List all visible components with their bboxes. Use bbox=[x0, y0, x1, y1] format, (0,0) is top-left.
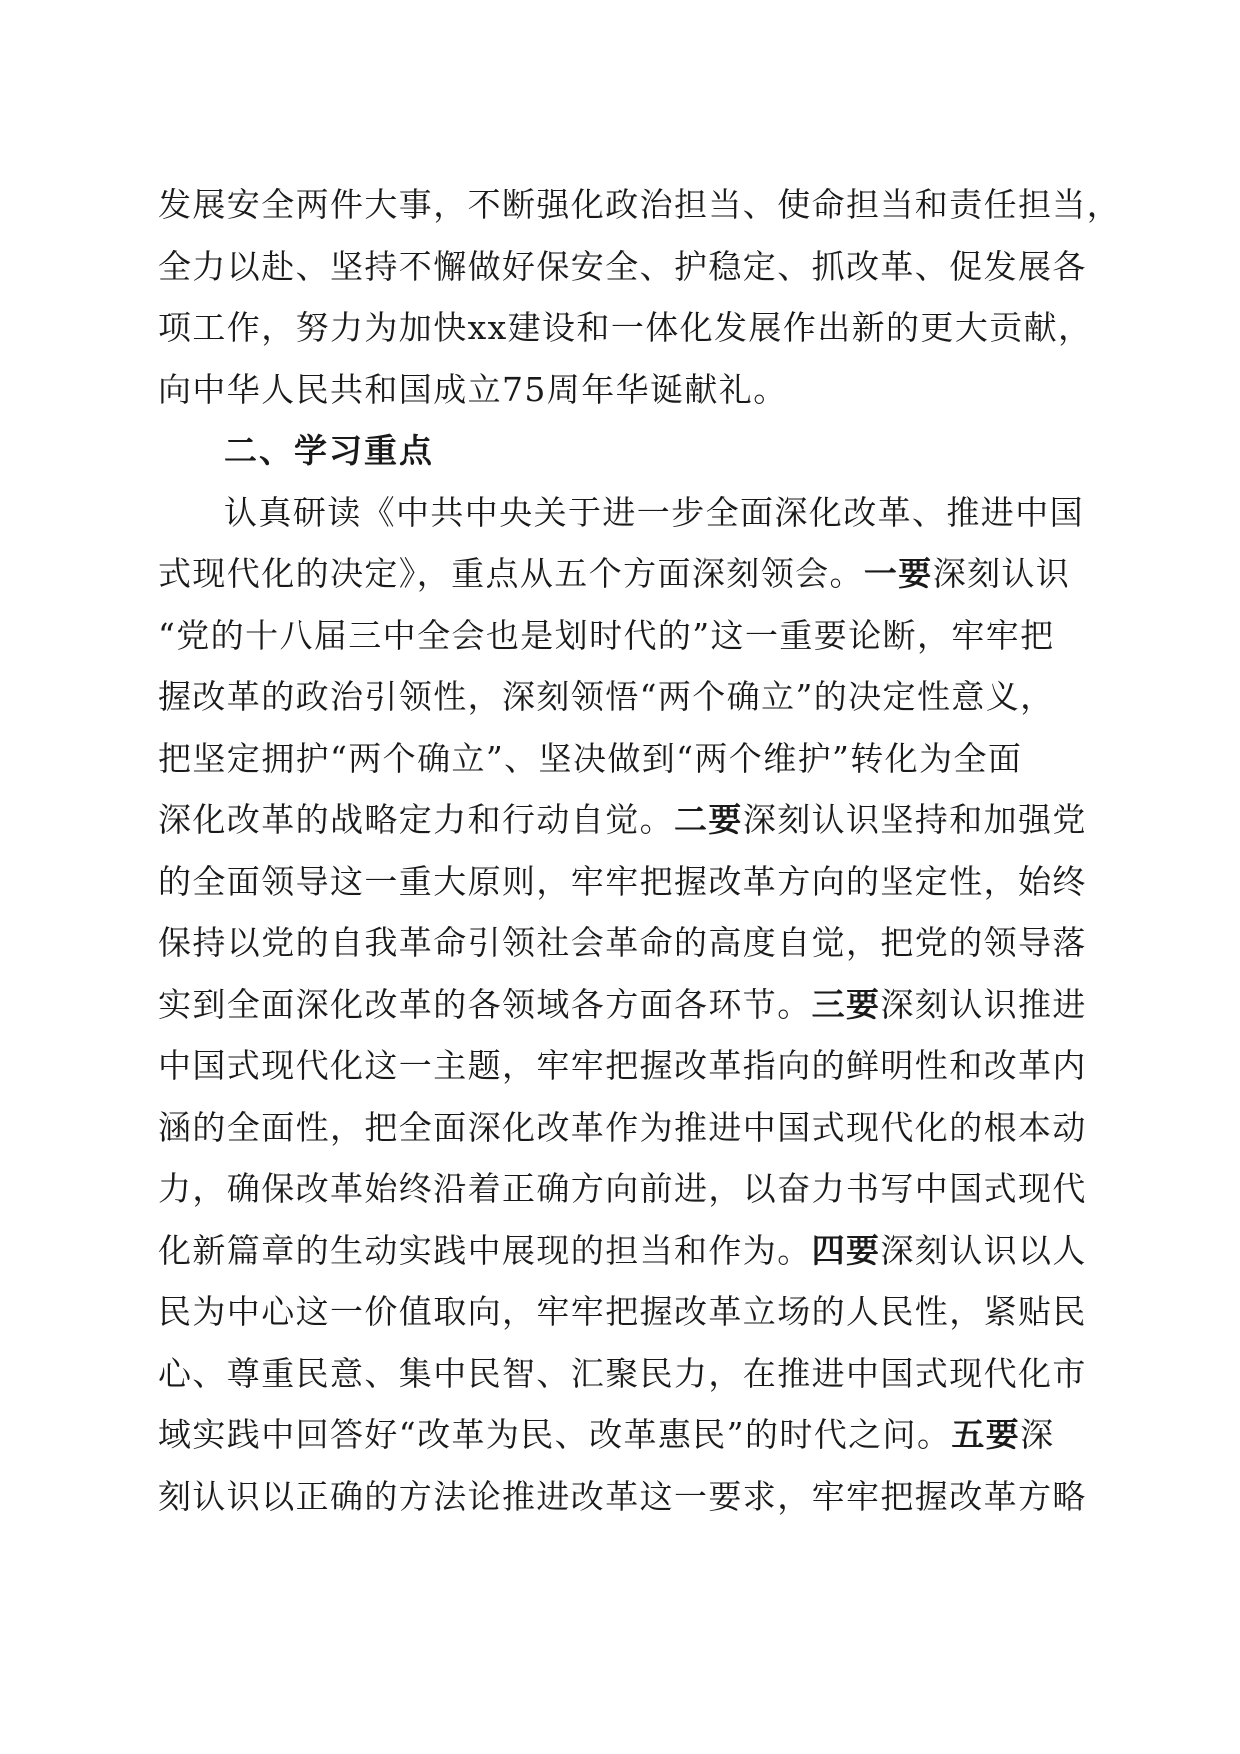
emphasis-keyword: 二要 bbox=[674, 800, 743, 839]
text-line: 刻认识以正确的方法论推进改革这一要求，牢牢把握改革方略 bbox=[158, 1476, 1087, 1516]
text-run: 深刻认识坚持和加强党 bbox=[742, 800, 1087, 839]
emphasis-keyword: 三要 bbox=[811, 984, 881, 1024]
text-run: 域实践中回答好“改革为民、改革惠民”的时代之问。 bbox=[158, 1415, 952, 1454]
emphasis-keyword: 五要 bbox=[951, 1415, 1021, 1454]
text-line: 项工作，努力为加快xx建设和一体化发展作出新的更大贡献， bbox=[158, 308, 1093, 347]
text-line: 力，确保改革始终沿着正确方向前进，以奋力书写中国式现代 bbox=[158, 1169, 1087, 1208]
text-line: 保持以党的自我革命引领社会革命的高度自觉，把党的领导落 bbox=[158, 923, 1087, 962]
text-line: 涵的全面性，把全面深化改革作为推进中国式现代化的根本动 bbox=[158, 1107, 1087, 1147]
text-line: 全力以赴、坚持不懈做好保安全、护稳定、抓改革、促发展各 bbox=[158, 246, 1087, 286]
text-run: 深刻认识以人 bbox=[880, 1230, 1087, 1270]
text-line: “党的十八届三中全会也是划时代的”这一重要论断，牢牢把 bbox=[158, 615, 1055, 655]
emphasis-keyword: 一要 bbox=[863, 554, 933, 593]
text-line bbox=[158, 1220, 1088, 1282]
text-line: 的全面领导这一重大原则，牢牢把握改革方向的坚定性，始终 bbox=[158, 861, 1087, 901]
text-line: 发展安全两件大事，不断强化政治担当、使命担当和责任担当， bbox=[158, 185, 1122, 224]
text-run: 深刻认识 bbox=[932, 554, 1071, 593]
text-run: 深 bbox=[1020, 1415, 1055, 1454]
text-line: 中国式现代化这一主题，牢牢把握改革指向的鲜明性和改革内 bbox=[158, 1046, 1087, 1085]
section-heading: 二、学习重点 bbox=[224, 431, 434, 470]
text-line bbox=[158, 974, 1088, 1036]
paragraph-2 bbox=[158, 482, 1088, 1528]
text-line: 心、尊重民意、集中民智、汇聚民力，在推进中国式现代化市 bbox=[158, 1353, 1087, 1393]
text-line: 民为中心这一价值取向，牢牢把握改革立场的人民性，紧贴民 bbox=[158, 1292, 1087, 1331]
text-line: 向中华人民共和国成立75周年华诞献礼。 bbox=[158, 369, 788, 409]
text-line bbox=[158, 1404, 1088, 1466]
text-line: 握改革的政治引领性，深刻领悟“两个确立”的决定性意义， bbox=[158, 677, 1055, 716]
document-body bbox=[158, 174, 1122, 1527]
paragraph-1 bbox=[158, 174, 1122, 420]
text-line: 把坚定拥护“两个确立”、坚决做到“两个维护”转化为全面 bbox=[158, 738, 1023, 778]
text-run: 化新篇章的生动实践中展现的担当和作为。 bbox=[158, 1230, 812, 1270]
emphasis-keyword: 四要 bbox=[811, 1230, 881, 1270]
text-run: 深刻认识推进 bbox=[880, 984, 1087, 1024]
text-line: 认真研读《中共中央关于进一步全面深化改革、推进中国 bbox=[224, 492, 1084, 532]
text-line bbox=[158, 543, 1088, 605]
text-run: 深化改革的战略定力和行动自觉。 bbox=[158, 800, 674, 839]
text-line bbox=[158, 789, 1088, 851]
text-run: 式现代化的决定》，重点从五个方面深刻领会。 bbox=[158, 554, 864, 593]
text-run: 实到全面深化改革的各领域各方面各环节。 bbox=[158, 984, 812, 1024]
